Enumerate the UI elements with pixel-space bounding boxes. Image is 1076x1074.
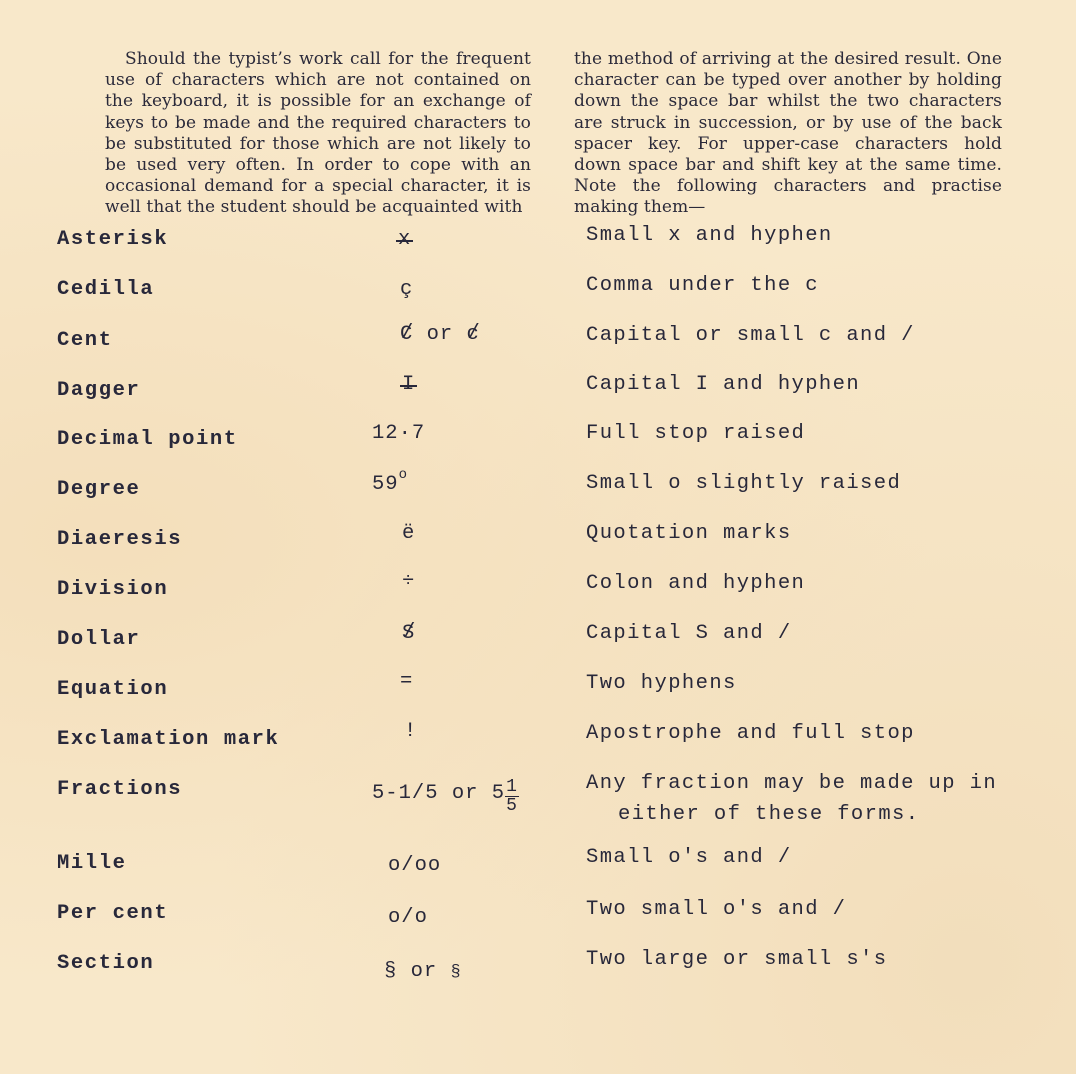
character-description: Capital I and hyphen	[586, 373, 861, 396]
character-name: Degree	[57, 478, 141, 501]
character-name: Fractions	[57, 778, 183, 801]
character-description: Small o slightly raised	[586, 472, 902, 495]
character-name: Decimal point	[57, 428, 238, 451]
character-description: Two small o's and /	[586, 898, 847, 921]
character-description-continued: either of these forms.	[618, 803, 920, 826]
character-name: Asterisk	[57, 228, 169, 251]
character-symbol: § or §	[384, 960, 462, 983]
character-description: Small x and hyphen	[586, 224, 833, 247]
table-row-fractions	[0, 772, 1076, 848]
character-symbol: ç	[400, 278, 414, 301]
intro-paragraph-left: Should the typist’s work call for the frequent use of characters which are not contained on the keyboard, it is possible for an exchange of keys to be made and the required characters to be substituted for those which are not likely to be used very often. In order to cope with an occasional demand for a special character, it is well that the student should be acquainted with	[105, 49, 531, 218]
table-row-mille	[0, 846, 1076, 892]
character-name: Equation	[57, 678, 169, 701]
character-name: Exclamation mark	[57, 728, 280, 751]
table-row-dagger	[0, 373, 1076, 419]
character-description: Small o's and /	[586, 846, 792, 869]
character-name: Cent	[57, 329, 113, 352]
table-row-degree	[0, 467, 1076, 518]
intro-paragraph-right: the method of arriving at the desired result. One character can be typed over another by holding down the space bar whilst the two characters are struck in succession, or by use of the back spacer key. For upper-case characters hold down space bar and shift key at the same time. Note the following characters and practise making them—	[574, 49, 1002, 218]
table-row-dollar	[0, 622, 1076, 668]
character-name: Cedilla	[57, 278, 155, 301]
table-row-diaeresis	[0, 522, 1076, 568]
character-description: Two hyphens	[586, 672, 737, 695]
character-name: Division	[57, 578, 169, 601]
character-name: Dagger	[57, 379, 141, 402]
character-description: Two large or small s's	[586, 948, 888, 971]
character-symbol: ë	[402, 522, 416, 545]
character-description: Colon and hyphen	[586, 572, 806, 595]
table-row-per-cent	[0, 898, 1076, 942]
table-row-decimal-point	[0, 422, 1076, 468]
character-symbol: x	[398, 228, 412, 251]
table-row-cedilla	[0, 274, 1076, 318]
character-symbol: 5-1/5 or 5 $\frac{1}{5}$	[372, 777, 518, 816]
character-symbol: o/o	[388, 906, 428, 929]
table-row-section	[0, 948, 1076, 992]
character-symbol: I	[402, 373, 416, 396]
character-symbol: 59$^o$	[372, 467, 409, 496]
character-symbol: o/oo	[388, 854, 442, 877]
character-description: Full stop raised	[586, 422, 806, 445]
table-row-division	[0, 570, 1076, 618]
character-description: Any fraction may be made up in	[586, 772, 998, 795]
character-symbol: =	[400, 670, 414, 693]
table-row-asterisk	[0, 224, 1076, 268]
character-description: Comma under the c	[586, 274, 819, 297]
character-symbol: C / or c /	[400, 323, 480, 346]
table-row-exclamation-mark	[0, 720, 1076, 768]
table-row-cent	[0, 323, 1076, 369]
character-symbol: ÷	[402, 570, 416, 593]
character-name: Per cent	[57, 902, 169, 925]
character-symbol: S /	[402, 622, 415, 645]
character-name: Section	[57, 952, 155, 975]
character-description: Capital or small c and /	[586, 324, 915, 347]
character-description: Capital S and /	[586, 622, 792, 645]
character-description: Quotation marks	[586, 522, 792, 545]
character-symbol: !	[404, 720, 418, 743]
character-name: Diaeresis	[57, 528, 183, 551]
table-row-equation	[0, 670, 1076, 718]
character-symbol: 12·7	[372, 422, 426, 445]
character-name: Mille	[57, 852, 127, 875]
character-name: Dollar	[57, 628, 141, 651]
character-description: Apostrophe and full stop	[586, 722, 915, 745]
